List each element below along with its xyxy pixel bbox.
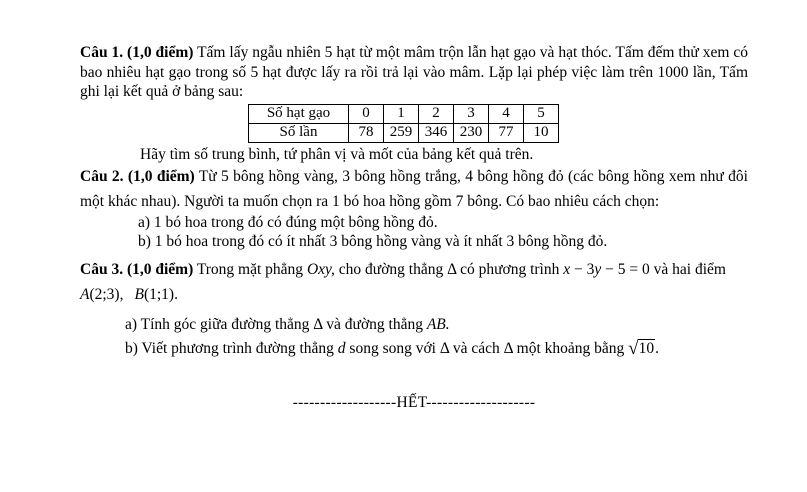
question-3-part-b — [125, 338, 748, 359]
table-row-grains — [249, 104, 559, 123]
math-var-d: d — [337, 340, 346, 357]
delta-symbol: Δ — [503, 340, 513, 357]
table-cell: 1 — [384, 104, 419, 123]
line-equation — [563, 261, 650, 278]
question-3-text: có phương trình — [460, 261, 560, 278]
table-cell: 2 — [419, 104, 454, 123]
table-cell: 5 — [524, 104, 559, 123]
table-cell: 230 — [454, 123, 489, 142]
point-a-name: A — [80, 286, 90, 303]
period: . — [655, 340, 659, 357]
part-a-text: và đường thẳng — [326, 316, 423, 333]
delta-symbol: Δ — [313, 316, 323, 333]
table-row-header: Số hạt gạo — [249, 104, 349, 123]
question-2-body: Từ 5 bông hồng vàng, 3 bông hồng trắng, 4 bông hồng đỏ (các bông hồng xem như đôi một khác nhau). Người ta muốn chọn ra 1 bó hoa hồng gồm 7 bông. Có bao nhiêu cách chọn: — [80, 168, 748, 210]
point-b-coords: (1;1). — [143, 286, 178, 303]
equation-part: − 5 = 0 — [605, 261, 650, 278]
math-var-x: x — [563, 261, 571, 278]
question-1 — [80, 43, 748, 102]
sqrt-10 — [628, 340, 655, 357]
table-cell: 0 — [349, 104, 384, 123]
question-2-label: Câu 2. (1,0 điểm) — [80, 168, 195, 185]
question-3-label: Câu 3. (1,0 điểm) — [80, 261, 194, 278]
question-2 — [80, 164, 748, 214]
question-1-body: Tấm lấy ngẫu nhiên 5 hạt từ một mâm trộn lẫn hạt gạo và hạt thóc. Tấm đếm thử xem có bao nhiêu hạt gạo trong số 5 hạt được lấy ra rồi trả lại vào mâm. Lặp lại phép việc làm trên 1000 lần, Tấm ghi lại kết quả ở bảng sau: — [80, 44, 748, 100]
question-3 — [80, 257, 748, 307]
part-b-text: song song với — [349, 340, 436, 357]
table-row-counts — [249, 123, 559, 142]
table-cell: 10 — [524, 123, 559, 142]
part-b-text: và cách — [452, 340, 500, 357]
points-ab — [80, 286, 178, 303]
point-b-name: B — [134, 286, 144, 303]
table-cell: 259 — [384, 123, 419, 142]
radicand: 10 — [638, 340, 655, 357]
delta-symbol: Δ — [447, 261, 457, 278]
question-1-label: Câu 1. (1,0 điểm) — [80, 44, 194, 61]
table-cell: 78 — [349, 123, 384, 142]
table-cell: 4 — [489, 104, 524, 123]
math-var-y: y — [594, 261, 602, 278]
table-row-header: Số lần — [249, 123, 349, 142]
part-b-text: b) Viết phương trình đường thẳng — [125, 340, 334, 357]
part-a-text: a) Tính góc giữa đường thẳng — [125, 316, 310, 333]
question-3-text: cho đường thẳng — [338, 261, 444, 278]
delta-symbol: Δ — [439, 340, 449, 357]
frequency-table — [248, 104, 559, 143]
question-3-text: và hai điểm — [653, 261, 726, 278]
math-ab: AB. — [426, 316, 450, 333]
table-cell: 3 — [454, 104, 489, 123]
question-1-prompt: Hãy tìm số trung bình, tứ phân vị và mốt của bảng kết quả trên. — [140, 145, 534, 163]
end-of-exam-line: -------------------HẾT-------------------- — [292, 394, 536, 411]
math-oxy: Oxy, — [306, 261, 335, 278]
table-cell: 77 — [489, 123, 524, 142]
point-a-coords: (2;3), — [89, 286, 124, 303]
question-3-part-a — [125, 315, 748, 334]
question-2-part-b: b) 1 bó hoa trong đó có ít nhất 3 bông hồng vàng và ít nhất 3 bông hồng đỏ. — [138, 232, 608, 250]
part-b-text: một khoảng bằng — [516, 340, 625, 357]
question-2-part-a: a) 1 bó hoa trong đó có đúng một bông hồng đỏ. — [138, 214, 438, 231]
equation-part: − 3 — [574, 261, 595, 278]
radical-sign: √ — [628, 338, 639, 359]
question-3-text: Trong mặt phẳng — [196, 261, 304, 278]
table-cell: 346 — [419, 123, 454, 142]
